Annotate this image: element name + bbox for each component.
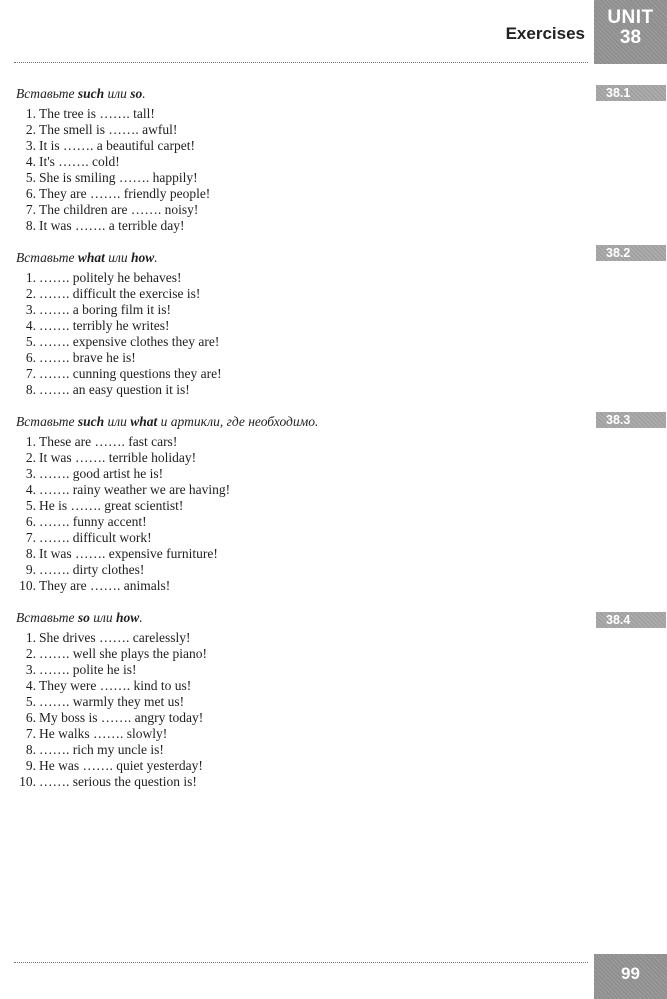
exercise-number-badge: 38.4 (596, 612, 666, 628)
unit-tab (594, 0, 667, 64)
exercise-item: 1. ……. politely he behaves! (25, 270, 182, 285)
exercise-item: 8. It was ……. expensive furniture! (25, 546, 218, 561)
exercise-items (14, 106, 594, 234)
exercise-section (14, 414, 594, 594)
exercise-item: 1. The tree is ……. tall! (25, 106, 155, 121)
exercise-item: 1. She drives ……. carelessly! (25, 630, 191, 645)
exercise-item: 4. ……. terribly he writes! (25, 318, 170, 333)
exercise-item: 6. ……. funny accent! (25, 514, 147, 529)
exercise-items (14, 270, 594, 398)
exercise-item: 7. The children are ……. noisy! (25, 202, 199, 217)
exercise-section (14, 86, 594, 234)
exercise-item: 6. They are ……. friendly people! (25, 186, 211, 201)
exercise-item: 4. It's ……. cold! (25, 154, 120, 169)
exercise-section (14, 610, 594, 790)
exercise-instruction: Вставьте such или so. (16, 86, 146, 101)
exercise-item: 10. They are ……. animals! (19, 578, 171, 593)
exercise-item: 7. ……. difficult work! (25, 530, 152, 545)
exercise-item: 5. ……. warmly they met us! (25, 694, 185, 709)
exercise-number-badge: 38.1 (596, 85, 666, 101)
page-number: 99 (594, 954, 667, 999)
header-rule (14, 62, 588, 63)
exercise-item: 5. He is ……. great scientist! (25, 498, 184, 513)
exercise-item: 9. ……. dirty clothes! (25, 562, 145, 577)
exercise-instruction: Вставьте such или what и артикли, где необходимо. (16, 414, 319, 429)
exercise-number-badge: 38.2 (596, 245, 666, 261)
exercise-item: 1. These are ……. fast cars! (25, 434, 178, 449)
footer-rule (14, 962, 588, 963)
exercise-item: 2. It was ……. terrible holiday! (25, 450, 197, 465)
exercise-item: 7. He walks ……. slowly! (25, 726, 168, 741)
exercise-item: 8. It was ……. a terrible day! (25, 218, 185, 233)
exercise-items (14, 630, 594, 790)
exercise-item: 4. ……. rainy weather we are having! (25, 482, 231, 497)
exercise-item: 2. ……. well she plays the piano! (25, 646, 207, 661)
exercise-item: 6. ……. brave he is! (25, 350, 136, 365)
exercise-item: 8. ……. rich my uncle is! (25, 742, 164, 757)
exercise-section (14, 250, 594, 398)
exercise-item: 9. He was ……. quiet yesterday! (25, 758, 203, 773)
page-header-title: Exercises (505, 24, 585, 43)
unit-label: UNIT (607, 7, 654, 28)
exercise-item: 3. ……. polite he is! (25, 662, 137, 677)
exercise-instruction: Вставьте so или how. (16, 610, 143, 625)
exercise-item: 5. ……. expensive clothes they are! (25, 334, 220, 349)
exercise-item: 6. My boss is ……. angry today! (25, 710, 204, 725)
unit-number: 38 (619, 27, 642, 48)
exercise-number-badge: 38.3 (596, 412, 666, 428)
exercise-item: 3. It is ……. a beautiful carpet! (25, 138, 195, 153)
exercise-instruction: Вставьте what или how. (16, 250, 158, 265)
exercise-item: 4. They were ……. kind to us! (25, 678, 192, 693)
exercise-item: 3. ……. a boring film it is! (25, 302, 171, 317)
exercise-item: 2. The smell is ……. awful! (25, 122, 178, 137)
exercise-item: 10. ……. serious the question is! (19, 774, 197, 789)
exercise-item: 2. ……. difficult the exercise is! (25, 286, 201, 301)
exercise-item: 3. ……. good artist he is! (25, 466, 164, 481)
exercise-item: 8. ……. an easy question it is! (25, 382, 190, 397)
exercise-items (14, 434, 594, 594)
exercise-item: 5. She is smiling ……. happily! (25, 170, 198, 185)
exercise-item: 7. ……. cunning questions they are! (25, 366, 222, 381)
